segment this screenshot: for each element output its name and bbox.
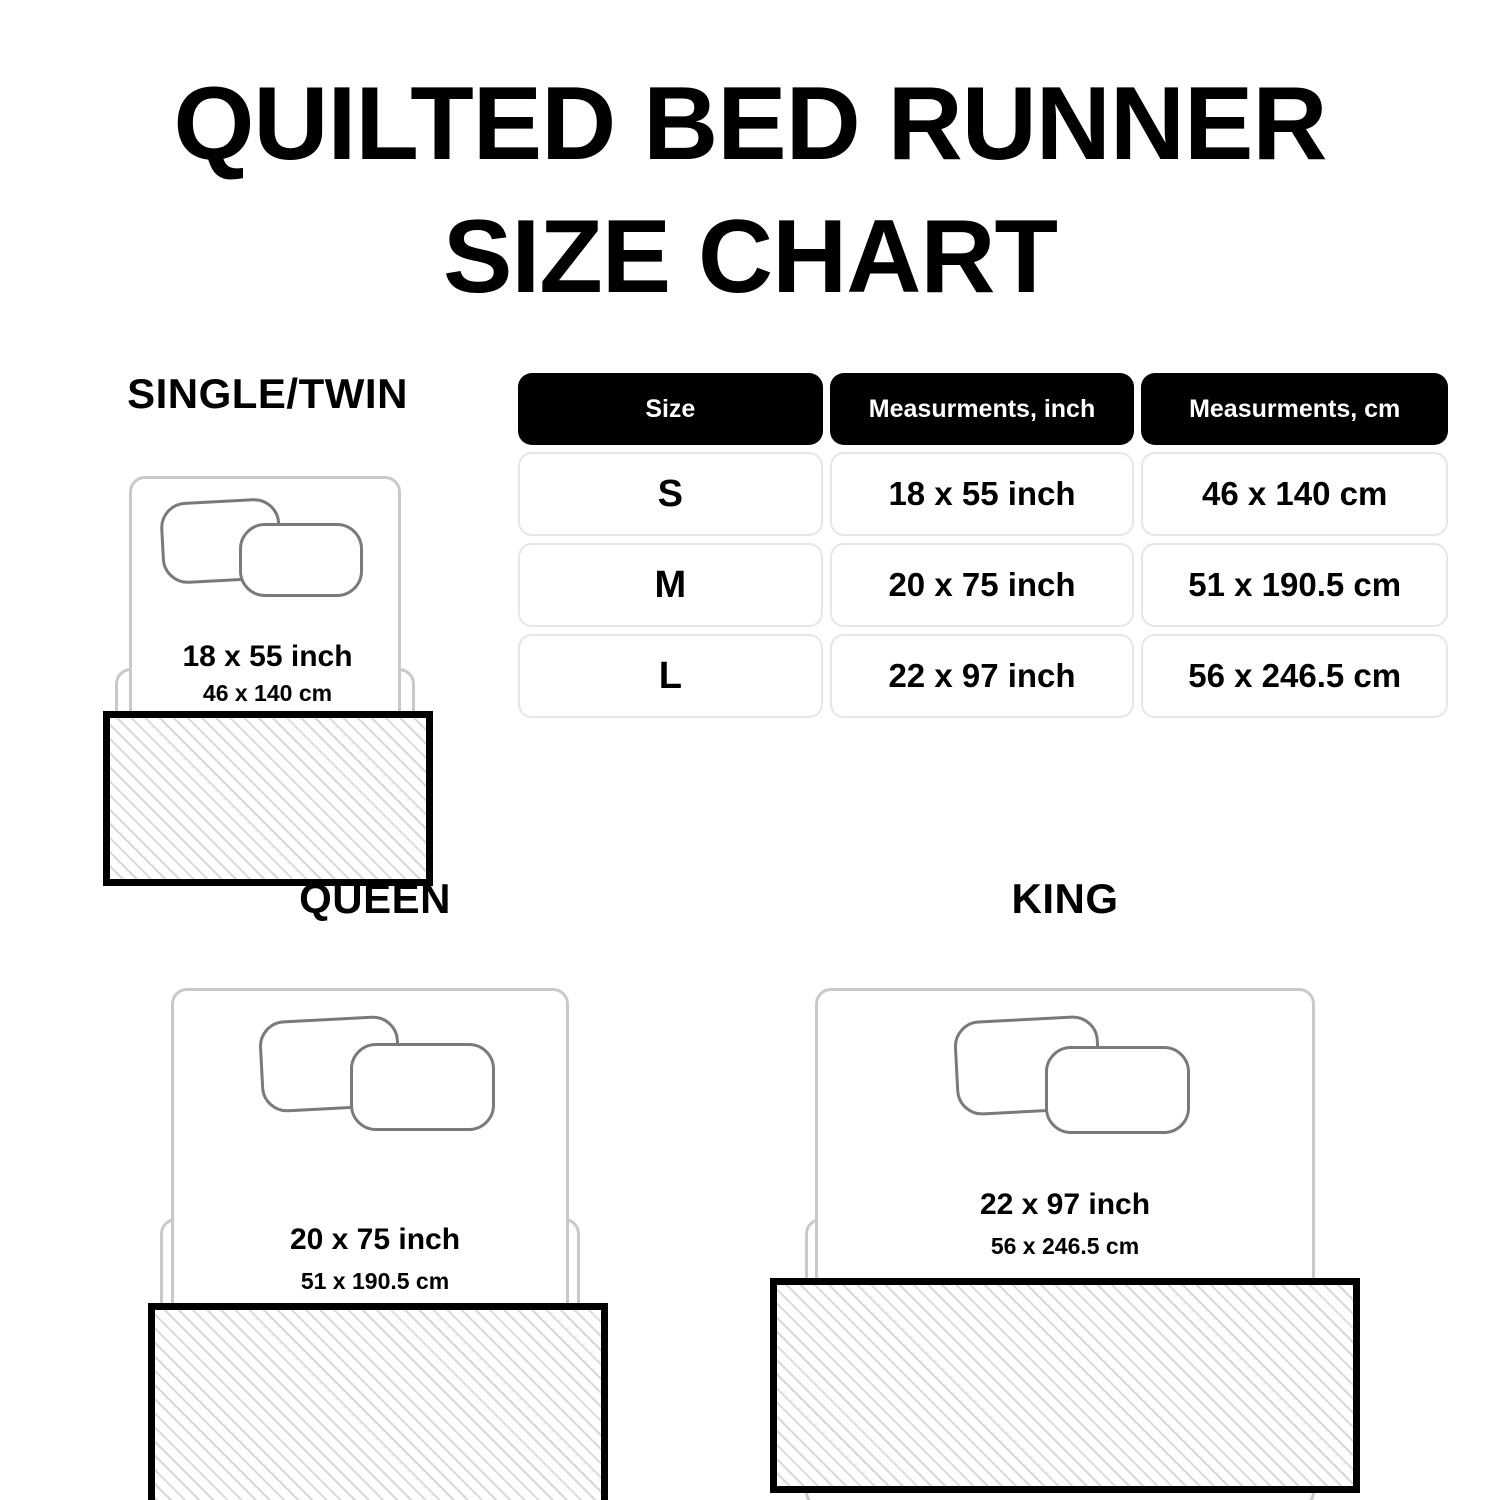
bed-dimension-cm: 56 x 246.5 cm xyxy=(990,1233,1140,1259)
size-table xyxy=(518,373,1448,725)
table-cell-size: L xyxy=(518,634,823,718)
table-row xyxy=(518,452,1448,536)
table-cell-inch: 18 x 55 inch xyxy=(830,452,1135,536)
table-cell-size: S xyxy=(518,452,823,536)
bed-illustration-queen xyxy=(160,933,590,1500)
table-cell-cm: 51 x 190.5 cm xyxy=(1141,543,1448,627)
bed-runner-king xyxy=(770,1278,1360,1493)
table-header-size: Size xyxy=(518,373,823,445)
pillow-front xyxy=(239,523,363,597)
bed-diagram-queen xyxy=(160,875,590,1500)
bed-illustration-single-twin xyxy=(95,428,440,898)
bed-label-single-twin: SINGLE/TWIN xyxy=(127,370,408,417)
pillow-front xyxy=(1045,1046,1190,1134)
pillow-front xyxy=(350,1043,495,1131)
page-title xyxy=(0,58,1500,324)
page-title-line-2: SIZE CHART xyxy=(443,199,1057,316)
table-cell-inch: 20 x 75 inch xyxy=(830,543,1135,627)
bed-illustration-king xyxy=(805,933,1325,1500)
bed-runner-queen xyxy=(148,1303,608,1500)
table-cell-size: M xyxy=(518,543,823,627)
bed-runner-single-twin xyxy=(103,711,433,886)
bed-dimension-inch: 22 x 97 inch xyxy=(979,1188,1151,1221)
bed-dimension-cm: 51 x 190.5 cm xyxy=(300,1268,450,1294)
table-row xyxy=(518,543,1448,627)
table-cell-cm: 46 x 140 cm xyxy=(1141,452,1448,536)
table-header-cm: Measurments, cm xyxy=(1141,373,1448,445)
bed-diagram-single-twin xyxy=(95,370,440,898)
page-title-line-1: QUILTED BED RUNNER xyxy=(173,66,1327,182)
bed-label-queen: QUEEN xyxy=(299,875,451,922)
bed-diagram-king xyxy=(805,875,1325,1500)
bed-dimension-inch: 18 x 55 inch xyxy=(182,640,353,673)
bed-dimension-inch: 20 x 75 inch xyxy=(289,1223,461,1256)
table-cell-cm: 56 x 246.5 cm xyxy=(1141,634,1448,718)
table-cell-inch: 22 x 97 inch xyxy=(830,634,1135,718)
bed-label-king: KING xyxy=(1011,875,1119,922)
table-row xyxy=(518,634,1448,718)
table-header-inch: Measurments, inch xyxy=(830,373,1135,445)
table-header-row xyxy=(518,373,1448,445)
bed-dimension-cm: 46 x 140 cm xyxy=(202,680,333,706)
